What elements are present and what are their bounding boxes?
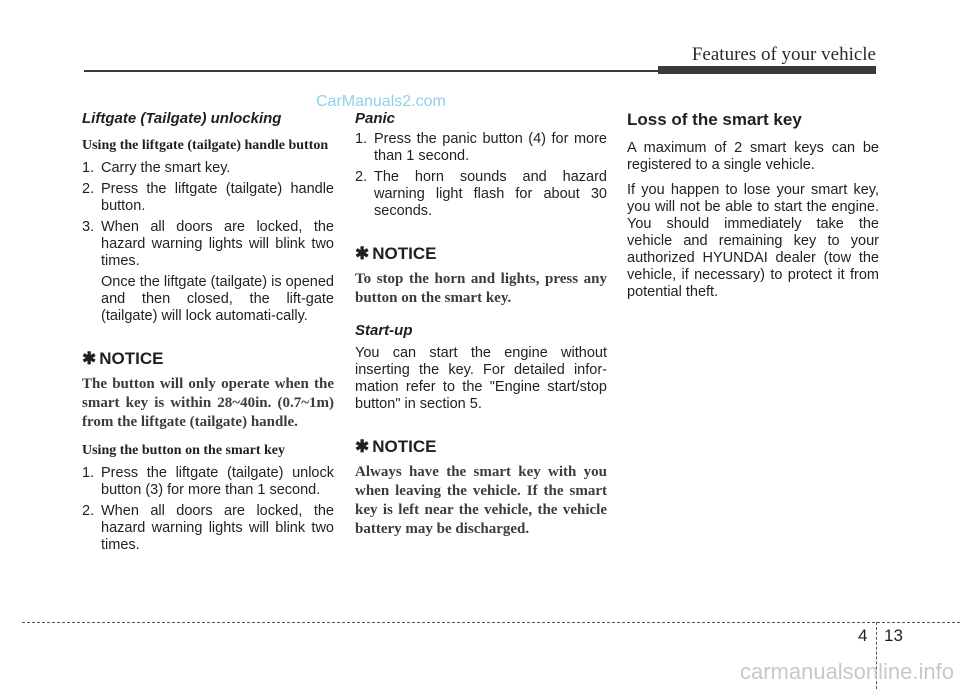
steps-smart-key: [82, 465, 334, 554]
list-item: 1. Press the liftgate (tailgate) unlock button (3) for more than 1 second.: [82, 465, 334, 498]
step3-extra-text: Once the liftgate (tailgate) is opened and then closed, the lift-gate (tailgate) will lock automati-cally.: [101, 274, 334, 324]
list-item: 1. Press the panic button (4) for more than 1 second.: [355, 131, 607, 164]
column-3: [627, 110, 879, 305]
section-heading-startup: Start-up: [355, 322, 413, 339]
star-icon: ✱: [355, 244, 370, 263]
notice-title: ✱ NOTICE: [82, 349, 164, 368]
column-1: [82, 110, 334, 558]
notice-text: Always have the smart key with you when leaving the vehicle. If the smart key is left near the vehicle, the vehicle battery may be discharged.: [355, 464, 607, 537]
list-item: 1. Carry the smart key.: [82, 160, 231, 176]
list-item: 3. When all doors are locked, the hazard warning lights will blink two times. Once the liftgate (tailgate) is opened and then closed, the lift-gate (tailgate) will lock automati-cally.: [82, 219, 334, 324]
notice-title: ✱ NOTICE: [355, 244, 437, 263]
list-item: 2. The horn sounds and hazard warning light flash for about 30 seconds.: [355, 169, 607, 219]
section-heading-loss: Loss of the smart key: [627, 110, 802, 129]
footer-rule: [22, 622, 960, 623]
startup-text: You can start the engine without inserting the key. For detailed infor-mation refer to the "Engine start/stop button" in section 5.: [355, 345, 607, 412]
page-number: 13: [884, 626, 903, 645]
steps-panic: [355, 131, 607, 220]
list-item: 2. When all doors are locked, the hazard warning lights will blink two times.: [82, 503, 334, 553]
column-2: [355, 110, 607, 549]
notice-text: To stop the horn and lights, press any button on the smart key.: [355, 271, 607, 306]
section-heading-panic: Panic: [355, 110, 396, 127]
star-icon: ✱: [355, 437, 370, 456]
star-icon: ✱: [82, 349, 97, 368]
section-heading-liftgate: Liftgate (Tailgate) unlocking: [82, 110, 282, 127]
list-item: 2. Press the liftgate (tailgate) handle button.: [82, 181, 334, 214]
watermark-top: CarManuals2.com: [316, 93, 446, 110]
paragraph: If you happen to lose your smart key, you will not be able to start the engine. You should immediately take the vehicle and remaining key to your authorized HYUNDAI dealer (tow the vehicle, if necessary) to protect it from potential theft.: [627, 182, 879, 300]
steps-handle-button: [82, 160, 334, 325]
header-title: Features of your vehicle: [691, 44, 876, 65]
paragraph: A maximum of 2 smart keys can be registered to a single vehicle.: [627, 140, 879, 173]
subheading-handle-button: Using the liftgate (tailgate) handle button: [82, 138, 329, 153]
watermark-bottom: carmanualsonline.info: [739, 659, 954, 684]
notice-text: The button will only operate when the smart key is within 28~40in. (0.7~1m) from the liftgate (tailgate) handle.: [82, 376, 334, 430]
header-rule-accent: [658, 66, 876, 74]
subheading-smart-key-button: Using the button on the smart key: [82, 443, 286, 458]
chapter-number: 4: [858, 626, 868, 645]
header-rule: [84, 70, 744, 72]
notice-title: ✱ NOTICE: [355, 437, 437, 456]
